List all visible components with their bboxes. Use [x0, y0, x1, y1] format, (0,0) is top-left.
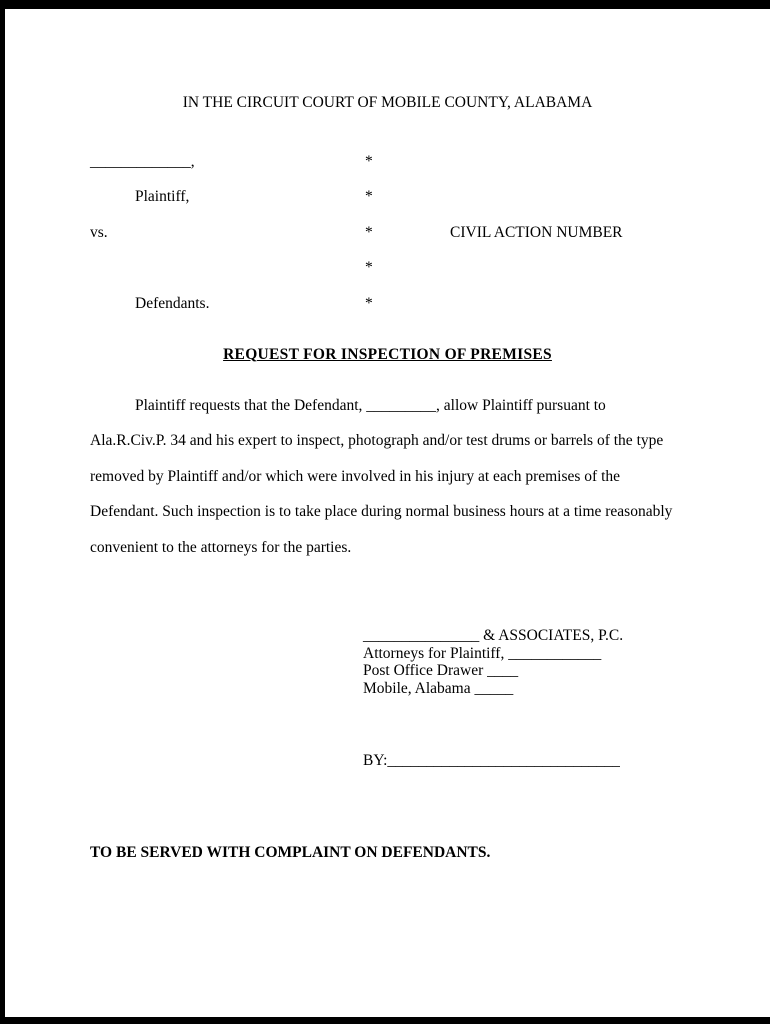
vs-label: vs. — [90, 223, 108, 241]
plaintiff-blank-line: _____________, — [90, 152, 195, 170]
document-heading: REQUEST FOR INSPECTION OF PREMISES — [223, 345, 552, 363]
civil-action-number-label: CIVIL ACTION NUMBER — [450, 223, 623, 241]
asterisk-separator: * — [365, 259, 373, 277]
caption-row — [90, 215, 685, 251]
post-office-drawer-line: Post Office Drawer ____ — [363, 662, 519, 679]
defendants-label: Defendants. — [135, 294, 210, 312]
asterisk-separator: * — [365, 294, 373, 312]
scan-edge-left — [0, 0, 5, 1024]
caption-row — [90, 286, 685, 322]
case-caption — [90, 144, 685, 322]
service-instruction: TO BE SERVED WITH COMPLAINT ON DEFENDANTS. — [90, 844, 491, 861]
asterisk-separator: * — [365, 188, 373, 206]
scan-edge-bottom — [0, 1017, 770, 1024]
city-state-line: Mobile, Alabama _____ — [363, 679, 514, 697]
body-paragraph: Plaintiff requests that the Defendant, _________, allow Plaintiff pursuant to Ala.R.Civ.P. 34 and his expert to inspect, photograph and/or test drums or barrels of the type removed by Plaintiff and/or which were involved in his injury at each premises of the Defendant. Such inspection is to take place during normal business hours at a time reasonably convenient to the attorneys for the parties. — [90, 396, 673, 556]
signature-block — [363, 627, 685, 697]
caption-row — [90, 144, 685, 180]
court-title: IN THE CIRCUIT COURT OF MOBILE COUNTY, ALABAMA — [182, 94, 593, 111]
plaintiff-label: Plaintiff, — [135, 188, 190, 206]
asterisk-separator: * — [365, 223, 373, 241]
by-signature-line: BY:______________________________ — [363, 752, 620, 769]
asterisk-separator: * — [365, 152, 373, 170]
firm-name-line: _______________ & ASSOCIATES, P.C. — [363, 627, 624, 644]
caption-row — [90, 251, 685, 287]
attorneys-for-plaintiff-line: Attorneys for Plaintiff, ____________ — [363, 644, 602, 662]
caption-row — [90, 180, 685, 216]
document-content — [90, 0, 685, 862]
